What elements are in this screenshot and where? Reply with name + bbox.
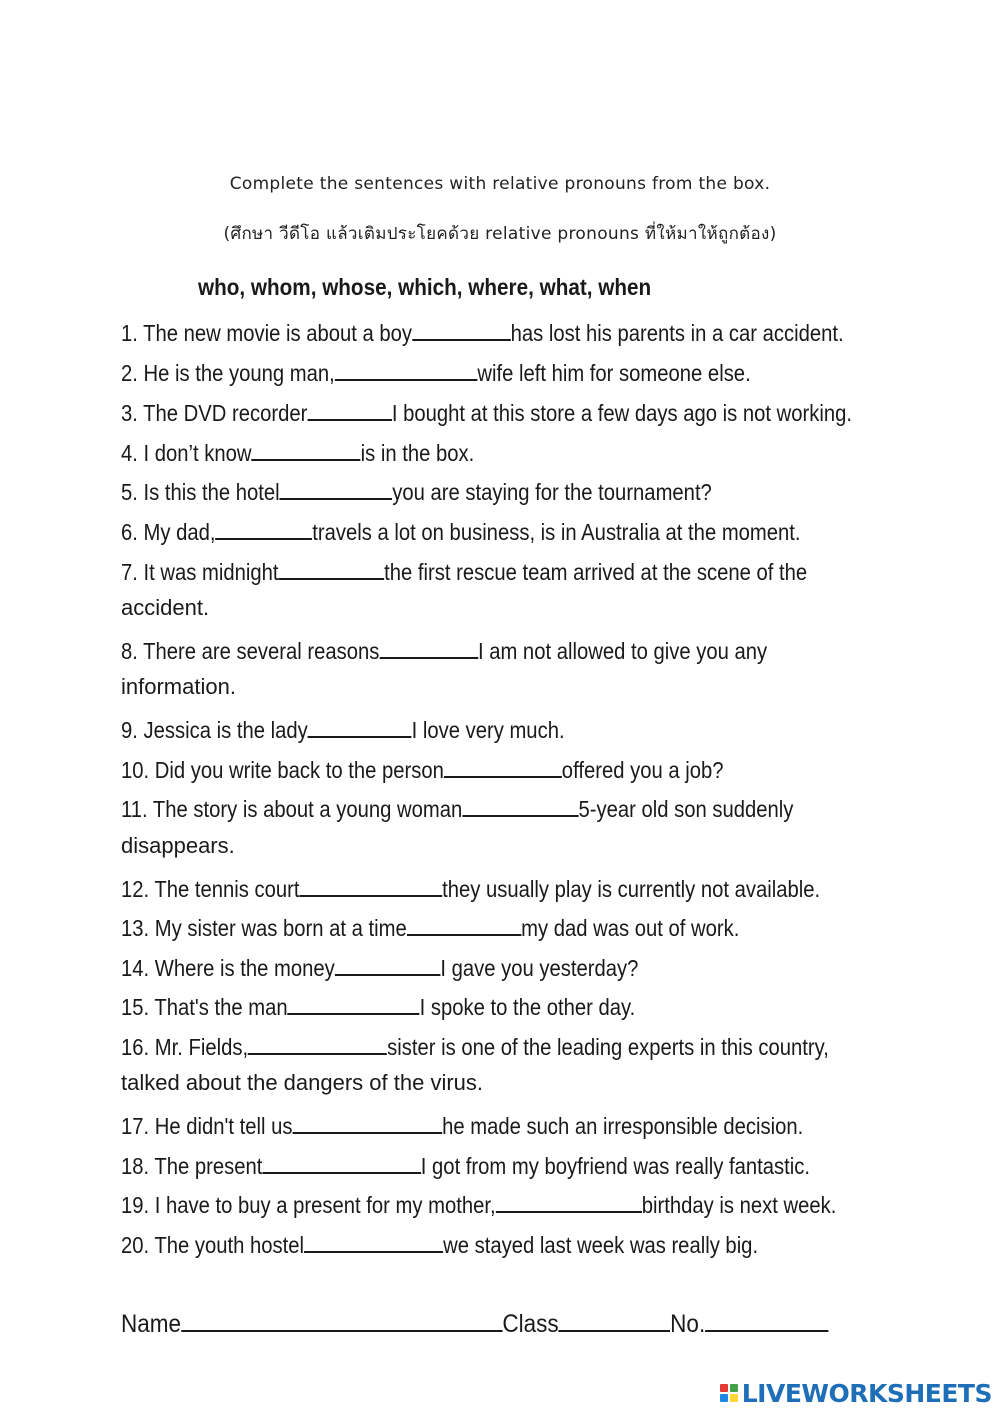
answer-blank-6[interactable] bbox=[216, 516, 313, 540]
question-text-after: I bought at this store a few days ago is not working. bbox=[391, 400, 853, 426]
question-text-after: has lost his parents in a car accident. bbox=[510, 320, 844, 346]
answer-blank-18[interactable] bbox=[262, 1150, 420, 1174]
question-text-before: 6. My dad, bbox=[121, 519, 216, 545]
answer-blank-19[interactable] bbox=[496, 1189, 642, 1213]
question-11 bbox=[121, 793, 793, 823]
name-field[interactable] bbox=[181, 1304, 502, 1332]
question-4 bbox=[121, 437, 474, 467]
question-text-after: sister is one of the leading experts in this country, bbox=[387, 1034, 829, 1060]
question-text-after: we stayed last week was really big. bbox=[443, 1232, 759, 1258]
answer-blank-13[interactable] bbox=[407, 912, 521, 936]
question-14 bbox=[121, 952, 638, 982]
answer-blank-11[interactable] bbox=[462, 793, 578, 817]
brand-text: LIVEWORKSHEETS bbox=[741, 1378, 992, 1408]
question-text-after: 5-year old son suddenly bbox=[578, 796, 794, 822]
answer-blank-5[interactable] bbox=[280, 476, 393, 500]
liveworksheets-logo-icon bbox=[720, 1384, 738, 1402]
answer-blank-10[interactable] bbox=[444, 754, 562, 778]
name-label: Name bbox=[121, 1310, 182, 1338]
answer-blank-17[interactable] bbox=[293, 1110, 443, 1134]
question-text-after: travels a lot on business, is in Australia at the moment. bbox=[312, 519, 801, 545]
question-text-before: 9. Jessica is the lady bbox=[121, 717, 308, 743]
question-text-after: I gave you yesterday? bbox=[440, 955, 639, 981]
word-box: who, whom, whose, which, where, what, when bbox=[198, 274, 652, 300]
question-text-before: 8. There are several reasons bbox=[121, 638, 380, 664]
answer-blank-12[interactable] bbox=[300, 873, 443, 897]
question-7 bbox=[121, 556, 807, 586]
question-17 bbox=[121, 1110, 803, 1140]
number-label: No. bbox=[670, 1310, 706, 1338]
answer-blank-20[interactable] bbox=[304, 1229, 443, 1253]
question-text-before: 20. The youth hostel bbox=[121, 1232, 305, 1258]
question-text-before: 18. The present bbox=[121, 1153, 263, 1179]
question-12 bbox=[121, 873, 820, 903]
question-text-after: I got from my boyfriend was really fantastic. bbox=[420, 1153, 811, 1179]
question-10 bbox=[121, 754, 723, 784]
question-text-before: 1. The new movie is about a boy bbox=[121, 320, 413, 346]
question-16-continuation: talked about the dangers of the virus. bbox=[121, 1070, 484, 1095]
answer-blank-4[interactable] bbox=[252, 437, 361, 461]
question-text-after: I am not allowed to give you any bbox=[477, 638, 768, 664]
question-2 bbox=[121, 357, 751, 387]
question-16 bbox=[121, 1031, 829, 1061]
question-text-before: 2. He is the young man, bbox=[121, 360, 335, 386]
question-5 bbox=[121, 476, 712, 506]
answer-blank-16[interactable] bbox=[248, 1031, 387, 1055]
answer-blank-9[interactable] bbox=[308, 714, 412, 738]
question-6 bbox=[121, 516, 801, 546]
question-text-before: 13. My sister was born at a time bbox=[121, 915, 407, 941]
question-3 bbox=[121, 397, 852, 427]
instruction-line-2: (ศึกษา วีดีโอ แล้วเติมประโยคด้วย relative pronouns ที่ให้มาให้ถูกต้อง) bbox=[223, 224, 777, 244]
answer-blank-2[interactable] bbox=[335, 357, 478, 381]
question-8-continuation: information. bbox=[121, 674, 236, 699]
question-text-before: 12. The tennis court bbox=[121, 876, 300, 902]
question-text-before: 10. Did you write back to the person bbox=[121, 757, 444, 783]
answer-blank-15[interactable] bbox=[288, 991, 420, 1015]
question-text-after: I spoke to the other day. bbox=[419, 994, 636, 1020]
question-text-before: 5. Is this the hotel bbox=[121, 479, 280, 505]
class-label: Class bbox=[502, 1310, 559, 1338]
question-text-before: 3. The DVD recorder bbox=[121, 400, 308, 426]
question-text-before: 4. I don’t know bbox=[121, 440, 252, 466]
question-19 bbox=[121, 1189, 836, 1219]
question-7-continuation: accident. bbox=[121, 595, 210, 620]
question-text-before: 7. It was midnight bbox=[121, 559, 279, 585]
question-text-after: you are staying for the tournament? bbox=[392, 479, 712, 505]
question-text-after: he made such an irresponsible decision. bbox=[442, 1113, 804, 1139]
question-20 bbox=[121, 1229, 758, 1259]
question-13 bbox=[121, 912, 739, 942]
question-text-after: they usually play is currently not available. bbox=[442, 876, 821, 902]
question-text-before: 15. That's the man bbox=[121, 994, 288, 1020]
number-field[interactable] bbox=[705, 1304, 828, 1332]
answer-blank-14[interactable] bbox=[335, 952, 441, 976]
question-15 bbox=[121, 991, 635, 1021]
student-info-row bbox=[121, 1304, 828, 1339]
question-text-before: 19. I have to buy a present for my mother, bbox=[121, 1192, 496, 1218]
instruction-line-1: Complete the sentences with relative pronouns from the box. bbox=[229, 174, 771, 194]
question-text-after: the first rescue team arrived at the scene of the bbox=[384, 559, 808, 585]
question-9 bbox=[121, 714, 565, 744]
question-text-after: wife left him for someone else. bbox=[477, 360, 751, 386]
question-1 bbox=[121, 317, 844, 347]
question-text-after: my dad was out of work. bbox=[521, 915, 740, 941]
question-8 bbox=[121, 635, 767, 665]
answer-blank-7[interactable] bbox=[278, 556, 384, 580]
question-text-after: is in the box. bbox=[360, 440, 475, 466]
answer-blank-8[interactable] bbox=[379, 635, 478, 659]
question-text-after: offered you a job? bbox=[561, 757, 724, 783]
question-text-before: 11. The story is about a young woman bbox=[121, 796, 463, 822]
answer-blank-1[interactable] bbox=[412, 317, 511, 341]
question-text-after: birthday is next week. bbox=[641, 1192, 837, 1218]
question-11-continuation: disappears. bbox=[121, 833, 235, 858]
question-text-before: 14. Where is the money bbox=[121, 955, 335, 981]
liveworksheets-brand bbox=[720, 1377, 992, 1409]
class-field[interactable] bbox=[559, 1304, 671, 1332]
answer-blank-3[interactable] bbox=[307, 397, 391, 421]
question-18 bbox=[121, 1150, 810, 1180]
question-text-before: 17. He didn't tell us bbox=[121, 1113, 293, 1139]
question-text-after: I love very much. bbox=[411, 717, 565, 743]
question-text-before: 16. Mr. Fields, bbox=[121, 1034, 249, 1060]
